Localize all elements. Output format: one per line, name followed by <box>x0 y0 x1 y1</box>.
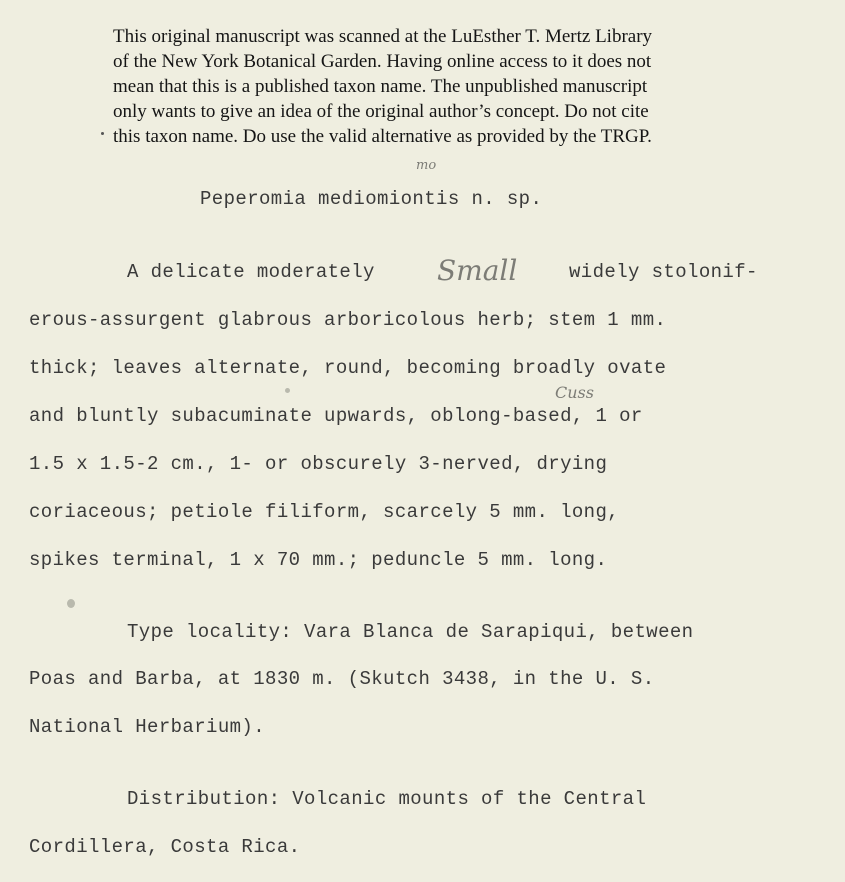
type-locality-line: Type locality: Vara Blanca de Sarapiqui, between <box>127 621 694 643</box>
description-line: A delicate moderately <box>127 261 375 283</box>
handwritten-title-correction: mo <box>416 158 437 173</box>
species-title: Peperomia mediomiontis n. sp. <box>200 188 543 210</box>
handwritten-annotation-cuss: Cuss <box>555 383 594 402</box>
description-line: coriaceous; petiole filiform, scarcely 5 mm. long, <box>29 501 620 523</box>
description-line: widely stolonif- <box>569 261 758 283</box>
description-line: and bluntly subacuminate upwards, oblong-based, 1 or <box>29 405 643 427</box>
distribution-line: Cordillera, Costa Rica. <box>29 836 301 858</box>
notice-line: this taxon name. Do use the valid alternative as provided by the TRGP. <box>113 126 652 147</box>
type-locality-line: Poas and Barba, at 1830 m. (Skutch 3438, in the U. S. <box>29 668 655 690</box>
description-line: thick; leaves alternate, round, becoming broadly ovate <box>29 357 667 379</box>
description-line: erous-assurgent glabrous arboricolous herb; stem 1 mm. <box>29 309 667 331</box>
description-line: 1.5 x 1.5-2 cm., 1- or obscurely 3-nerved, drying <box>29 453 608 475</box>
distribution-line: Distribution: Volcanic mounts of the Central <box>127 788 647 810</box>
handwritten-annotation-small: Small <box>437 254 518 287</box>
paper-speck <box>285 388 290 393</box>
type-locality-line: National Herbarium). <box>29 716 266 738</box>
description-line: spikes terminal, 1 x 70 mm.; peduncle 5 mm. long. <box>29 549 608 571</box>
notice-line: only wants to give an idea of the original author’s concept. Do not cite <box>113 101 649 122</box>
paper-speck <box>67 599 75 608</box>
notice-line: of the New York Botanical Garden. Having online access to it does not <box>113 51 652 72</box>
notice-line: This original manuscript was scanned at the LuEsther T. Mertz Library <box>113 26 653 47</box>
notice-line: mean that this is a published taxon name. The unpublished manuscript <box>113 76 648 97</box>
copyright-notice <box>113 24 753 149</box>
paper-speck <box>101 132 104 135</box>
